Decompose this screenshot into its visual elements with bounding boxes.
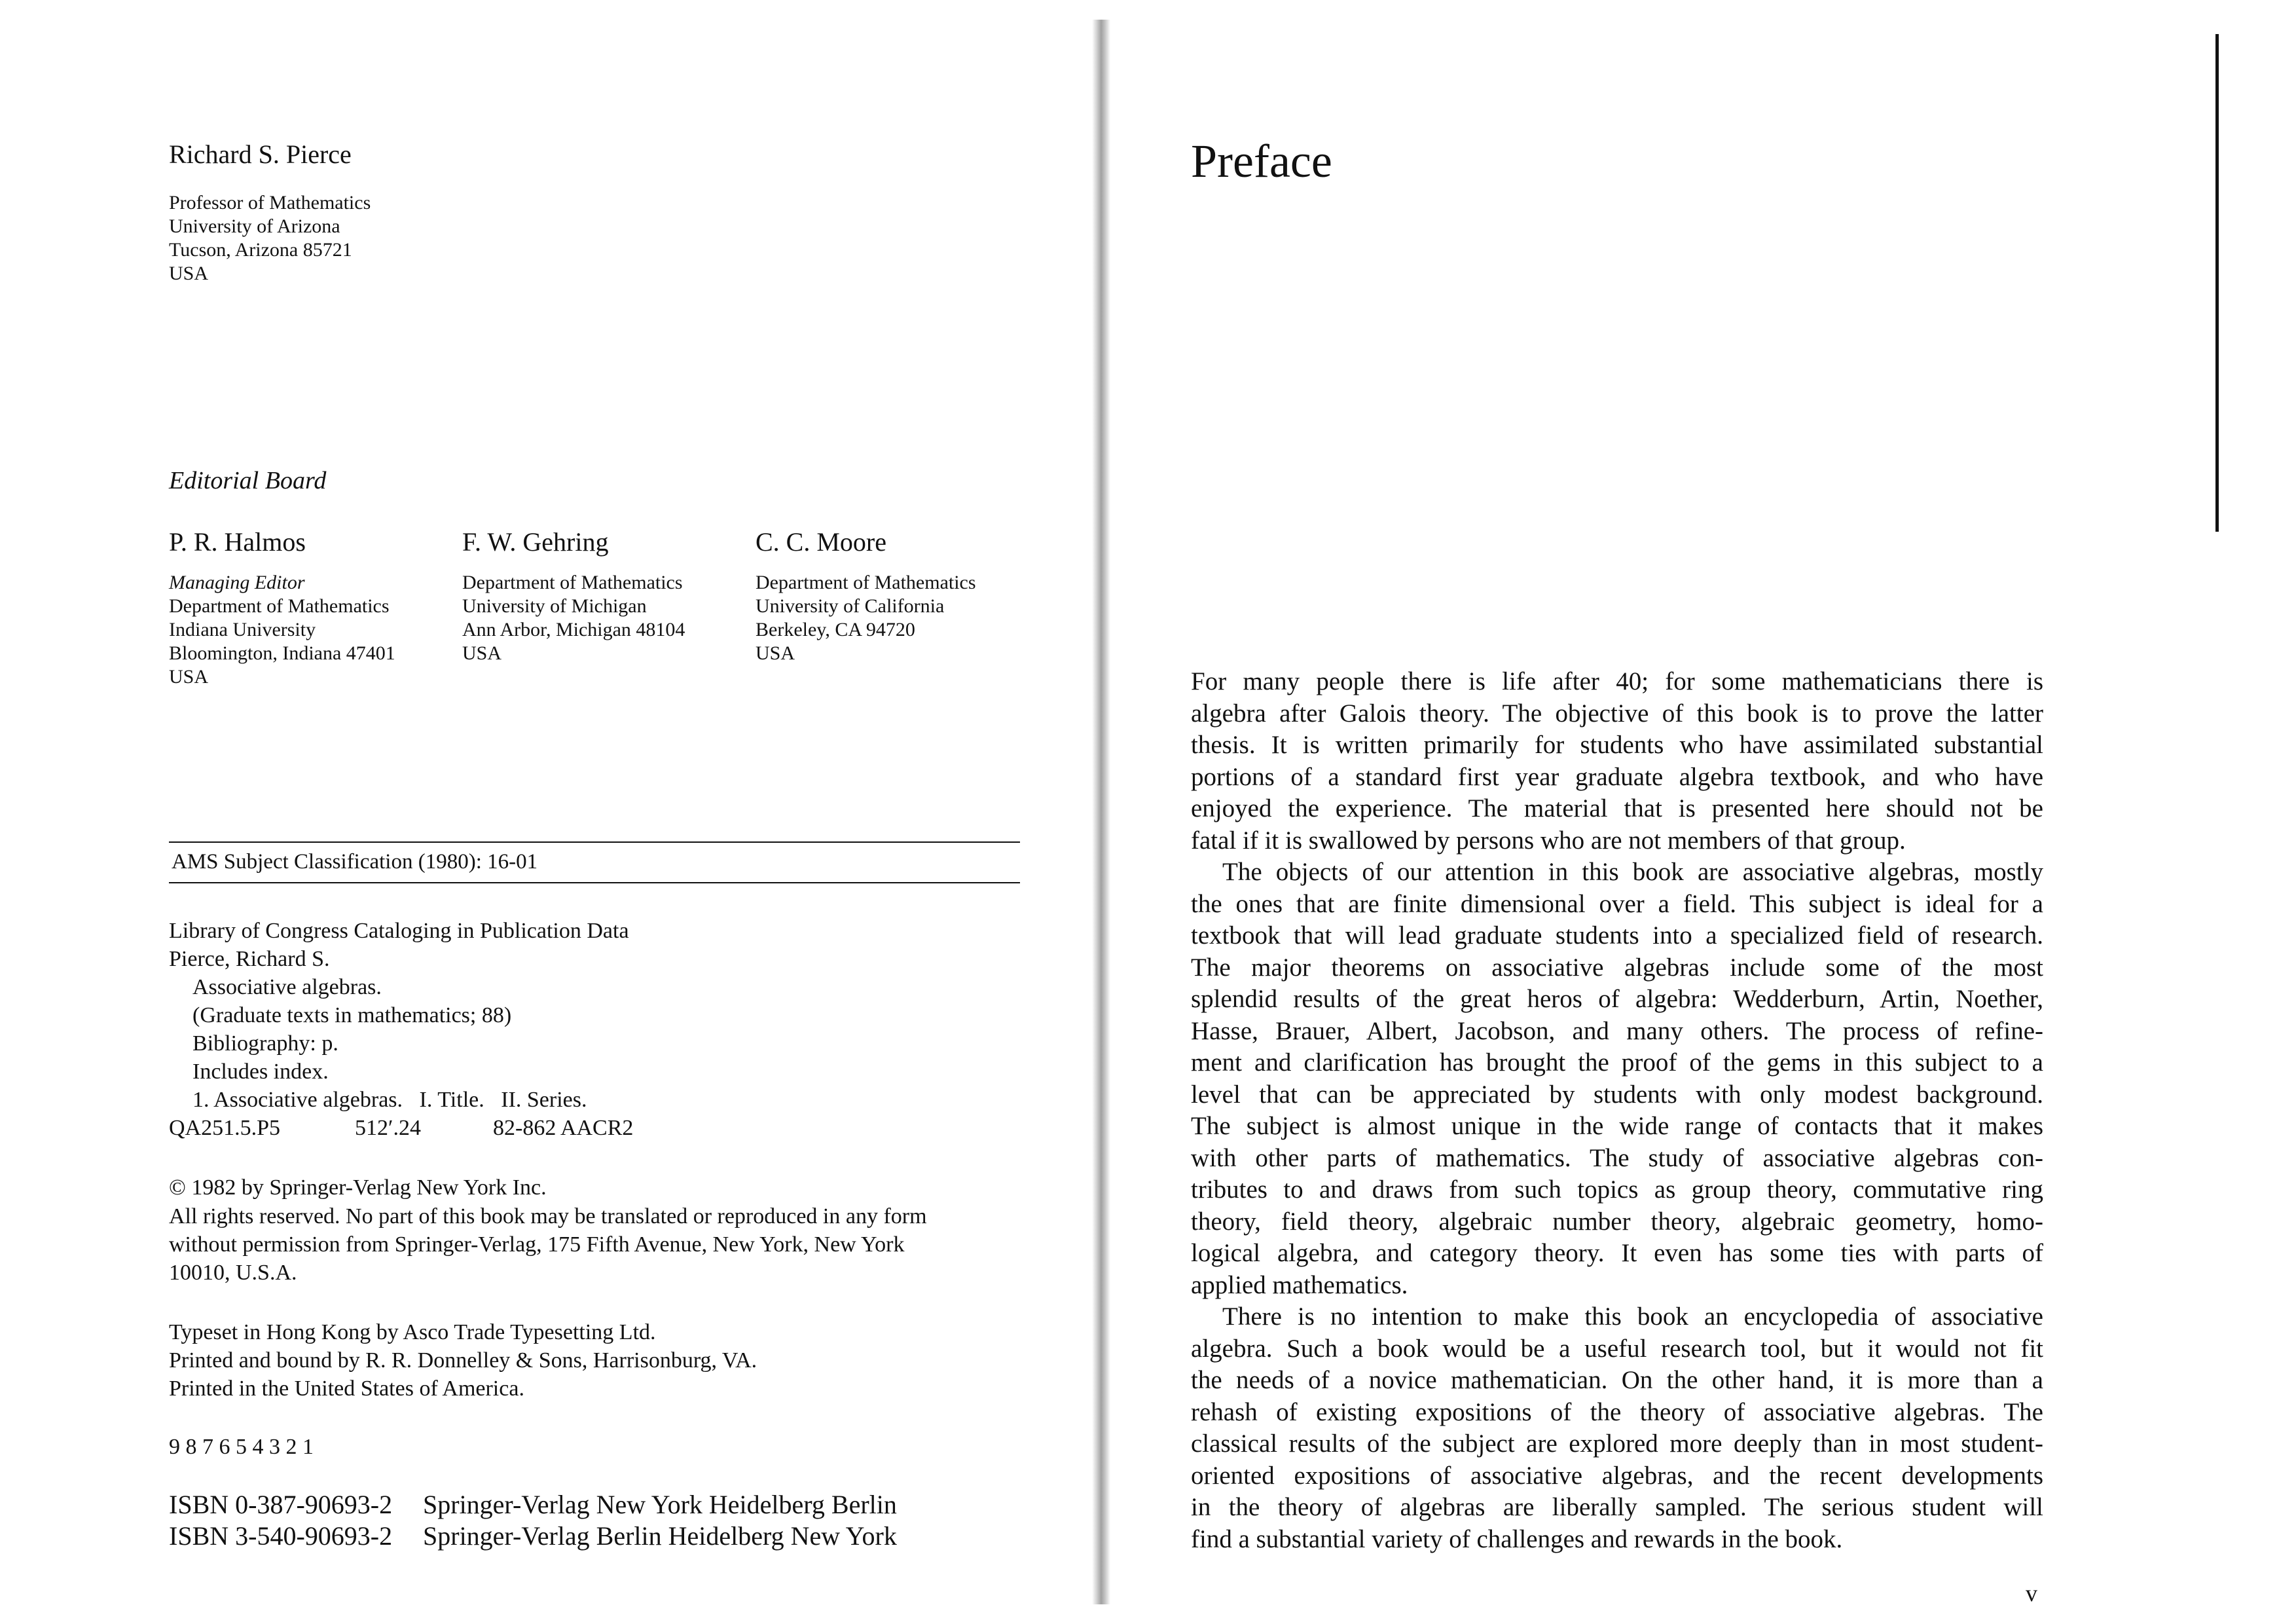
board-member-line: USA bbox=[169, 666, 209, 688]
board-member-line: University of Michigan bbox=[462, 595, 647, 617]
board-member-line: Indiana University bbox=[169, 619, 316, 640]
ams-classification: AMS Subject Classification (1980): 16-01 bbox=[172, 850, 538, 874]
text-line: fatal if it is swallowed by persons who are not members of that group. bbox=[1191, 826, 1906, 855]
board-member-role: Managing Editor bbox=[169, 572, 305, 593]
text-line: with other parts of mathematics. The study of associative algebras con- bbox=[1191, 1143, 2043, 1172]
print-line: 9 8 7 6 5 4 3 2 1 bbox=[169, 1435, 314, 1459]
text-line: rehash of existing expositions of the theory of associative algebras. The bbox=[1191, 1397, 2043, 1426]
copyright-rights-line: without permission from Springer-Verlag, 175 Fifth Avenue, New York, New York bbox=[169, 1232, 905, 1257]
scan-edge-mark bbox=[2215, 34, 2219, 532]
cataloging-author: Pierce, Richard S. bbox=[169, 947, 330, 971]
board-member-line: Bloomington, Indiana 47401 bbox=[169, 642, 395, 664]
text-line: The major theorems on associative algebras include some of the most bbox=[1191, 953, 2043, 982]
cataloging-title: Associative algebras. bbox=[192, 975, 382, 999]
board-member-name: F. W. Gehring bbox=[462, 527, 609, 557]
board-member-name: C. C. Moore bbox=[756, 527, 886, 557]
text-line: the needs of a novice mathematician. On the other hand, it is more than a bbox=[1191, 1366, 2043, 1394]
preface-paragraph bbox=[1191, 857, 2043, 1301]
isbn-number: ISBN 0-387-90693-2 bbox=[169, 1490, 393, 1519]
preface-paragraph bbox=[1191, 1301, 2043, 1555]
isbn-publisher: Springer-Verlag Berlin Heidelberg New York bbox=[423, 1521, 897, 1551]
printing-line: Printed and bound by R. R. Donnelley & Sons, Harrisonburg, VA. bbox=[169, 1348, 757, 1373]
cataloging-heading: Library of Congress Cataloging in Publication Data bbox=[169, 919, 629, 943]
board-member-line: Berkeley, CA 94720 bbox=[756, 619, 915, 640]
text-line: level that can be appreciated by students with only modest background. bbox=[1191, 1080, 2043, 1109]
author-address-line: Tucson, Arizona 85721 bbox=[169, 239, 352, 261]
board-member-line: Department of Mathematics bbox=[462, 572, 683, 593]
preface-title: Preface bbox=[1191, 135, 1332, 187]
text-line: algebra after Galois theory. The objective of this book is to prove the latter bbox=[1191, 699, 2043, 728]
cataloging-series: (Graduate texts in mathematics; 88) bbox=[192, 1003, 512, 1027]
copyright-rights-line: 10010, U.S.A. bbox=[169, 1261, 297, 1285]
cataloging-index: Includes index. bbox=[192, 1060, 329, 1084]
board-member-line: USA bbox=[756, 642, 795, 664]
board-member-name: P. R. Halmos bbox=[169, 527, 306, 557]
isbn-number: ISBN 3-540-90693-2 bbox=[169, 1521, 393, 1551]
text-line: The subject is almost unique in the wide range of contacts that it makes bbox=[1191, 1112, 2043, 1140]
text-line: For many people there is life after 40; for some mathematicians there is bbox=[1191, 667, 2043, 695]
text-line: tributes to and draws from such topics as group theory, commutative ring bbox=[1191, 1175, 2043, 1204]
text-line: logical algebra, and category theory. It even has some ties with parts of bbox=[1191, 1239, 2043, 1267]
printing-line: Typeset in Hong Kong by Asco Trade Typesetting Ltd. bbox=[169, 1320, 656, 1344]
text-line: find a substantial variety of challenges and rewards in the book. bbox=[1191, 1524, 1843, 1553]
page-number: v bbox=[2026, 1580, 2037, 1606]
text-line: in the theory of algebras are liberally sampled. The serious student will bbox=[1191, 1493, 2043, 1521]
text-line: theory, field theory, algebraic number theory, algebraic geometry, homo- bbox=[1191, 1207, 2043, 1236]
board-member-line: University of California bbox=[756, 595, 945, 617]
text-line: the ones that are finite dimensional over a field. This subject is ideal for a bbox=[1191, 889, 2043, 918]
text-line: Hasse, Brauer, Albert, Jacobson, and many others. The process of refine- bbox=[1191, 1016, 2043, 1045]
cataloging-dewey: 512′.24 bbox=[355, 1116, 421, 1140]
board-member-line: Department of Mathematics bbox=[756, 572, 976, 593]
cataloging-lccn: 82-862 AACR2 bbox=[493, 1116, 634, 1140]
author-name: Richard S. Pierce bbox=[169, 139, 352, 169]
text-line: classical results of the subject are explored more deeply than in most student- bbox=[1191, 1430, 2043, 1458]
text-line: thesis. It is written primarily for students who have assimilated substantial bbox=[1191, 731, 2043, 759]
author-address-line: Professor of Mathematics bbox=[169, 192, 371, 213]
cataloging-bibliography: Bibliography: p. bbox=[192, 1031, 338, 1056]
author-address-line: USA bbox=[169, 263, 209, 284]
text-line: There is no intention to make this book an encyclopedia of associative bbox=[1222, 1302, 2043, 1331]
printing-line: Printed in the United States of America. bbox=[169, 1376, 524, 1401]
text-line: applied mathematics. bbox=[1191, 1270, 1408, 1299]
text-line: textbook that will lead graduate students into a specialized field of research. bbox=[1191, 921, 2043, 950]
text-line: splendid results of the great heros of algebra: Wedderburn, Artin, Noether, bbox=[1191, 985, 2043, 1013]
isbn-publisher: Springer-Verlag New York Heidelberg Berlin bbox=[423, 1490, 897, 1519]
text-line: ment and clarification has brought the proof of the gems in this subject to a bbox=[1191, 1048, 2043, 1077]
cataloging-subjects: 1. Associative algebras. I. Title. II. Series. bbox=[192, 1088, 587, 1112]
preface-paragraph bbox=[1191, 666, 2043, 857]
text-line: oriented expositions of associative algebras, and the recent developments bbox=[1191, 1461, 2043, 1490]
text-line: The objects of our attention in this book are associative algebras, mostly bbox=[1222, 858, 2043, 886]
board-member-line: Ann Arbor, Michigan 48104 bbox=[462, 619, 685, 640]
text-line: algebra. Such a book would be a useful research tool, but it would not fit bbox=[1191, 1334, 2043, 1363]
text-line: enjoyed the experience. The material that is presented here should not be bbox=[1191, 794, 2043, 822]
copyright-rights-line: All rights reserved. No part of this book may be translated or reproduced in any form bbox=[169, 1204, 927, 1228]
author-address-line: University of Arizona bbox=[169, 215, 340, 237]
copyright-notice: © 1982 by Springer-Verlag New York Inc. bbox=[169, 1175, 547, 1200]
board-member-line: USA bbox=[462, 642, 502, 664]
editorial-board-title: Editorial Board bbox=[169, 467, 327, 494]
text-line: portions of a standard first year graduate algebra textbook, and who have bbox=[1191, 762, 2043, 791]
cataloging-call-number: QA251.5.P5 bbox=[169, 1116, 281, 1140]
board-member-line: Department of Mathematics bbox=[169, 595, 390, 617]
